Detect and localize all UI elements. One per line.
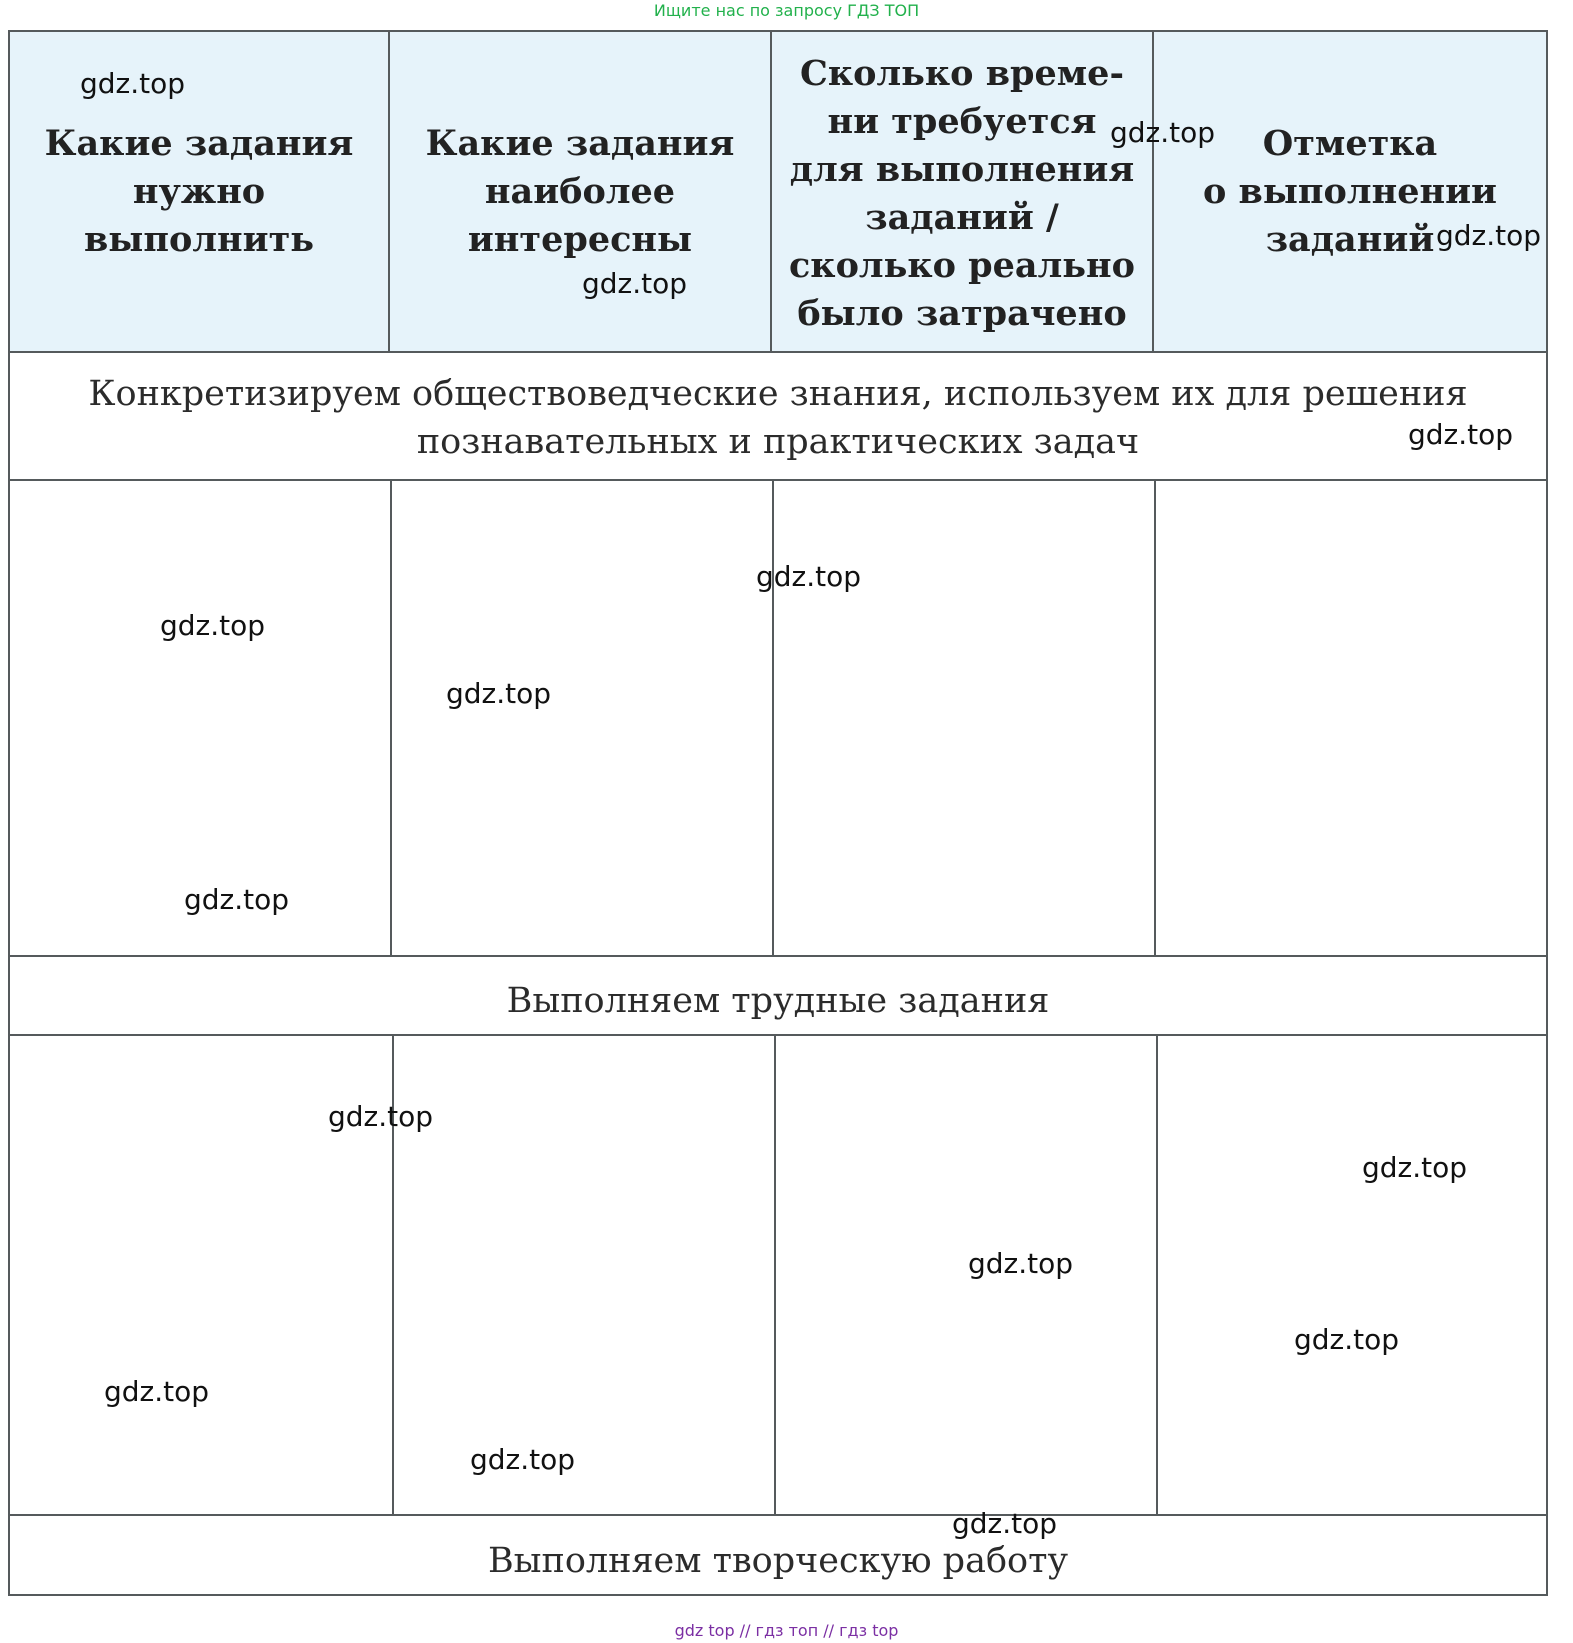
header-line: ни требуется: [827, 101, 1097, 142]
watermark: gdz.top: [968, 1247, 1074, 1280]
column-divider: [1154, 480, 1156, 956]
section-title-creative-work: [10, 1537, 1546, 1585]
section-title-line: Выполняем трудные задания: [506, 981, 1050, 1021]
header-cell-interesting-tasks: [390, 120, 770, 264]
column-divider: [772, 480, 774, 956]
watermark: gdz.top: [756, 560, 862, 593]
section-title-difficult-tasks: [10, 977, 1546, 1025]
watermark: gdz.top: [1362, 1151, 1468, 1184]
header-line: нужно: [132, 171, 266, 212]
watermark: gdz.top: [470, 1443, 576, 1476]
column-divider: [774, 1035, 776, 1515]
section-title-line: Конкретизируем обществоведческие знания, используем их для решения: [88, 374, 1468, 414]
watermark: gdz.top: [328, 1100, 434, 1133]
watermark: gdz.top: [1294, 1323, 1400, 1356]
column-divider: [390, 480, 392, 956]
column-divider: [1156, 1035, 1158, 1515]
watermark: gdz.top: [1110, 116, 1216, 149]
table-divider: [8, 1034, 1548, 1036]
header-line: о выполнении: [1203, 171, 1497, 212]
section-title-line: познавательных и практических задач: [416, 422, 1140, 462]
header-line: заданий: [1265, 219, 1435, 260]
header-line: заданий /: [865, 197, 1059, 238]
header-line: Отметка: [1262, 123, 1438, 164]
section-title-concretize: [10, 370, 1546, 466]
header-cell-time-spent: [772, 50, 1152, 338]
watermark: gdz.top: [184, 883, 290, 916]
watermark: gdz.top: [1408, 418, 1514, 451]
watermark: gdz.top: [80, 67, 186, 100]
header-line: интересны: [467, 219, 693, 260]
header-line: сколько реально: [789, 245, 1135, 286]
table-divider: [8, 479, 1548, 481]
watermark: gdz.top: [582, 267, 688, 300]
watermark: gdz.top: [446, 677, 552, 710]
table-border-left: [8, 30, 10, 1596]
header-line: Сколько време-: [800, 53, 1124, 94]
table-divider: [8, 955, 1548, 957]
header-line: наиболее: [484, 171, 676, 212]
watermark: gdz.top: [160, 609, 266, 642]
header-cell-tasks-to-do: [10, 120, 388, 264]
header-line: выполнить: [83, 219, 315, 260]
header-line: было затрачено: [797, 293, 1127, 334]
table-divider: [8, 351, 1548, 353]
section-title-line: Выполняем творческую работу: [487, 1541, 1069, 1581]
table-border-top: [8, 30, 1548, 32]
table-border-right: [1546, 30, 1548, 1596]
watermark: gdz.top: [104, 1375, 210, 1408]
watermark: gdz.top: [1436, 219, 1542, 252]
watermark: gdz.top: [952, 1507, 1058, 1540]
table-border-bottom: [8, 1594, 1548, 1596]
table-divider: [8, 1514, 1548, 1516]
header-line: Какие задания: [44, 123, 354, 164]
footer-watermark-banner: gdz top // гдз топ // гдз top: [674, 1621, 899, 1640]
header-line: для выполнения: [789, 149, 1135, 190]
header-line: Какие задания: [425, 123, 735, 164]
search-hint-banner: Ищите нас по запросу ГДЗ ТОП: [653, 1, 920, 20]
